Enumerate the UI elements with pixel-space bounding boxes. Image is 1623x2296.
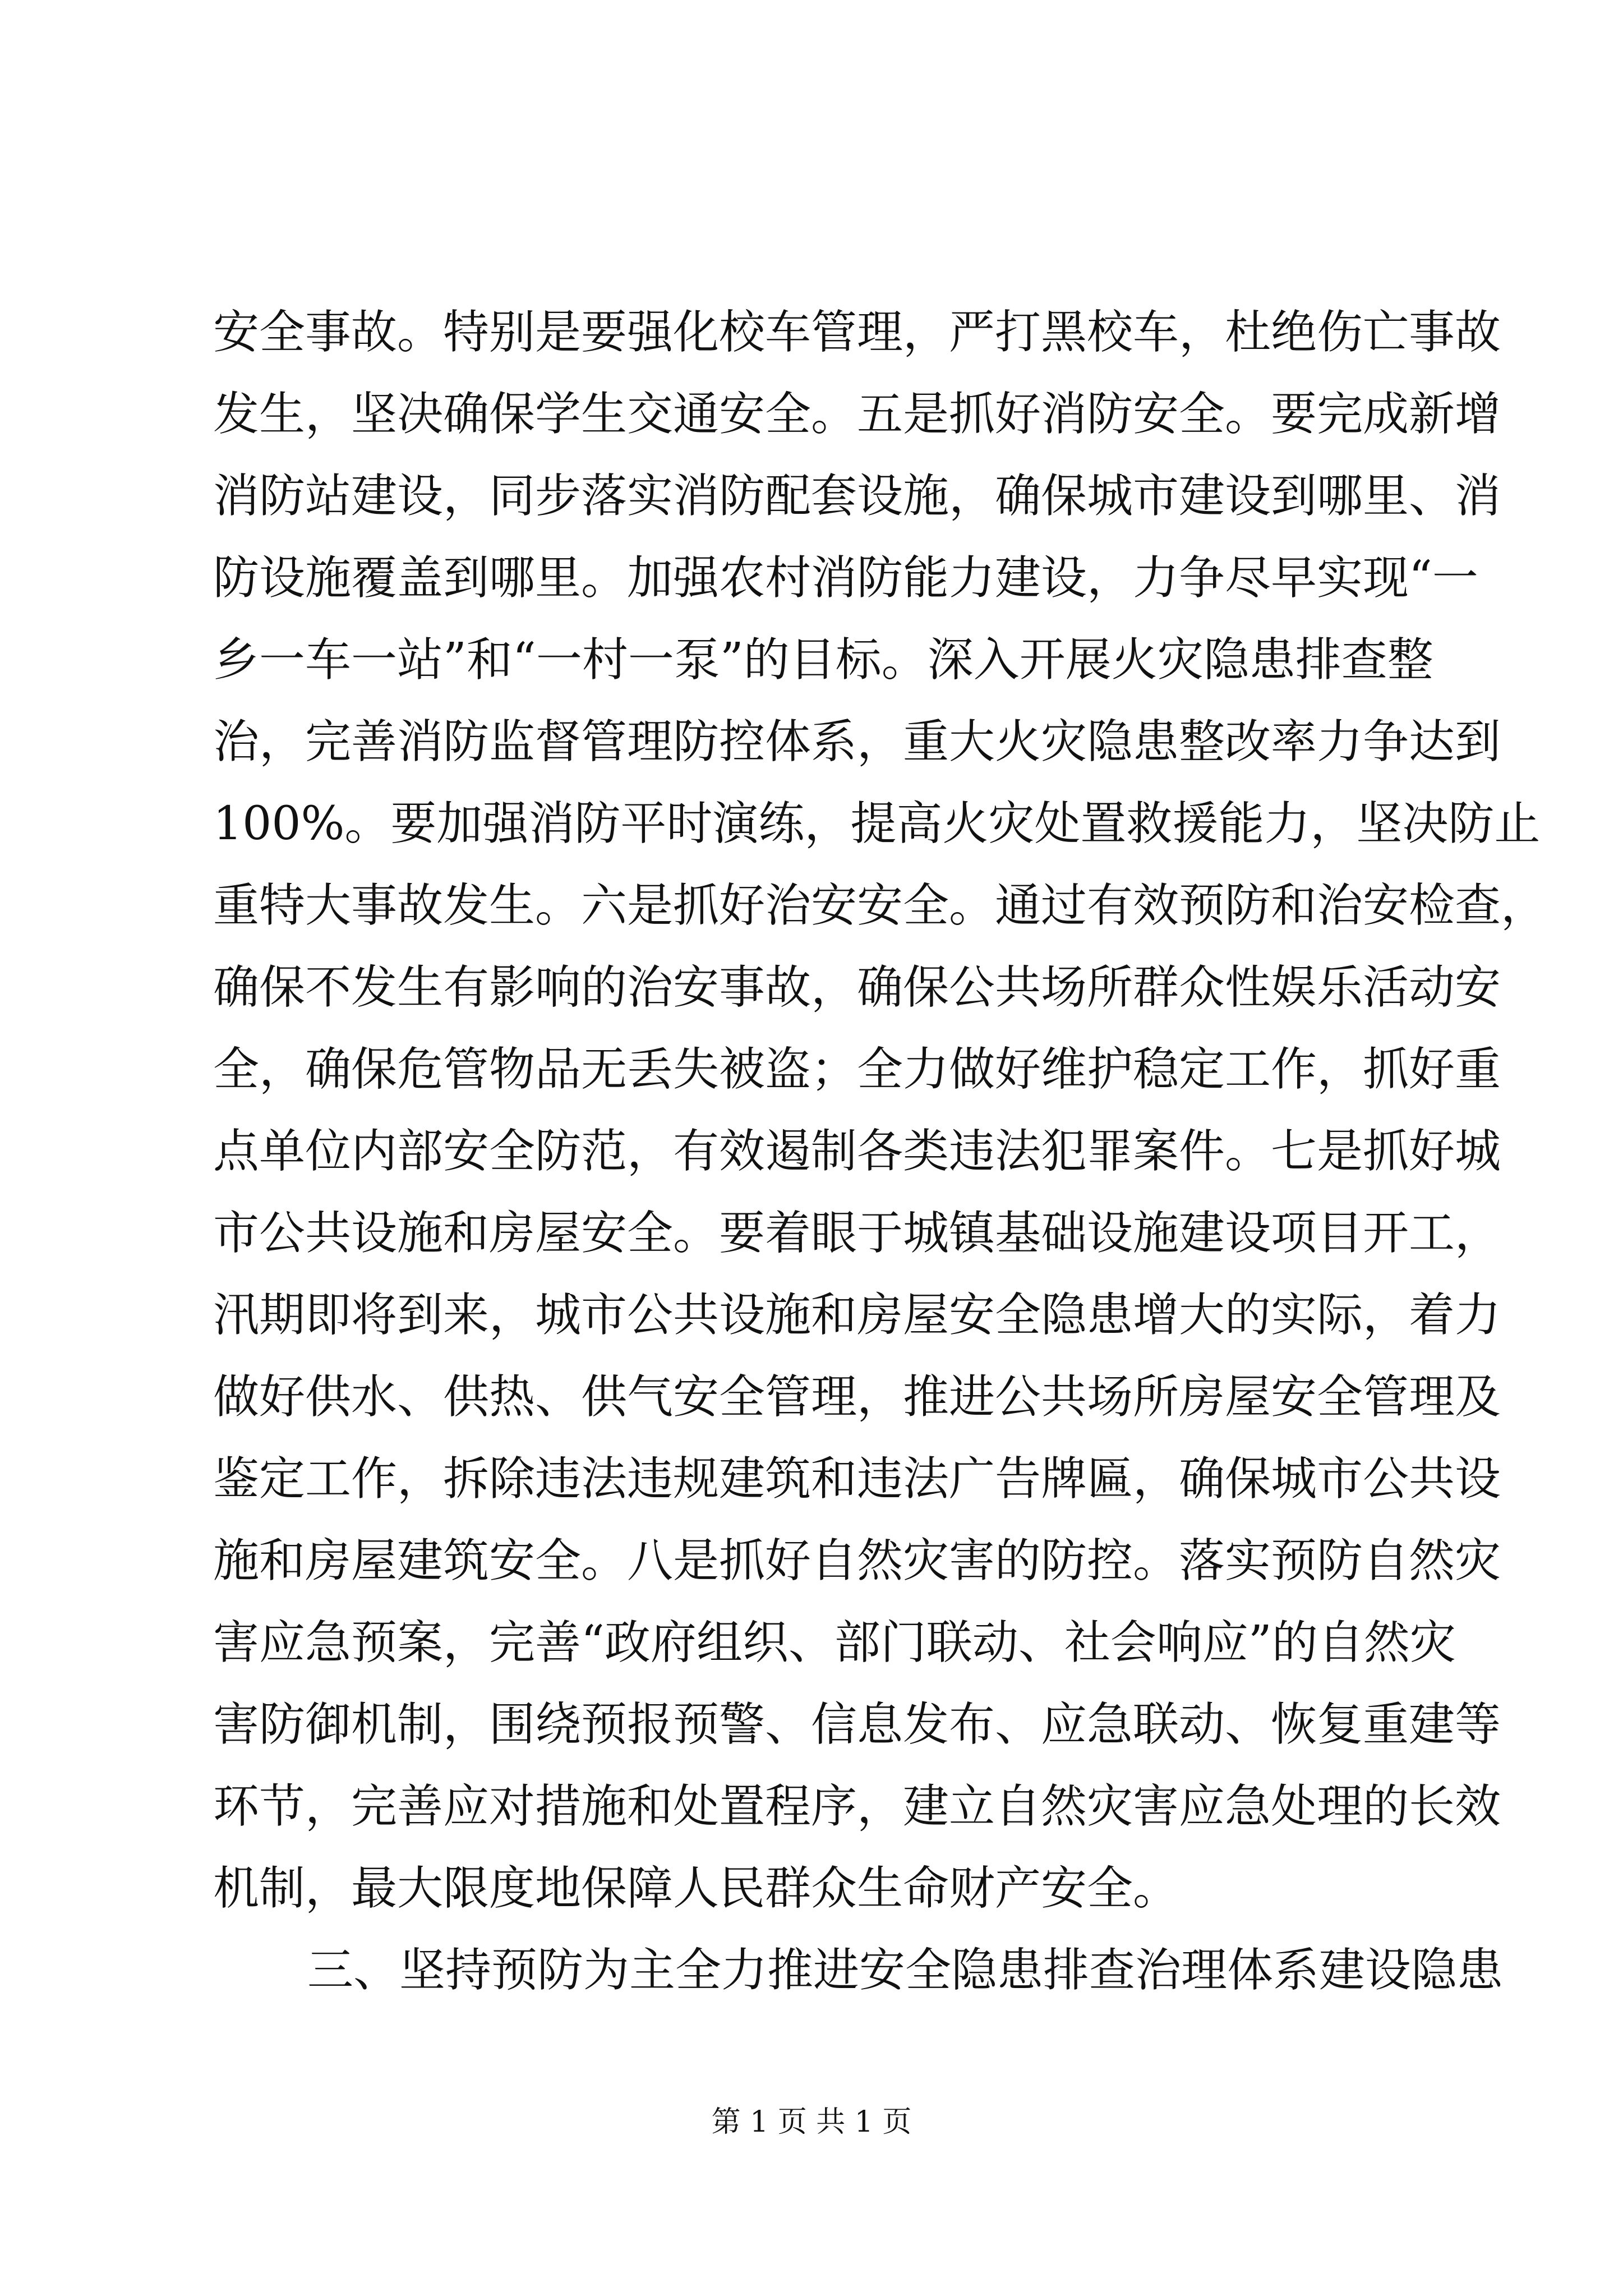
body-line-3: 消防站建设，同步落实消防配套设施，确保城市建设到哪里、消	[213, 470, 1501, 523]
body-line-15: 鉴定工作，拆除违法违规建筑和违法广告牌匾，确保城市公共设	[213, 1452, 1501, 1506]
body-line-19: 环节，完善应对措施和处置程序，建立自然灾害应急处理的长效	[213, 1780, 1501, 1833]
body-line-20: 机制，最大限度地保障人民群众生命财产安全。	[213, 1862, 1179, 1915]
body-line-10: 全，确保危管物品无丢失被盗；全力做好维护稳定工作，抓好重	[213, 1043, 1501, 1096]
body-line-4: 防设施覆盖到哪里。加强农村消防能力建设，力争尽早实现“一	[213, 551, 1478, 605]
page-footer	[0, 2102, 1623, 2142]
body-line-9: 确保不发生有影响的治安事故，确保公共场所群众性娱乐活动安	[213, 961, 1501, 1014]
body-line-13: 汛期即将到来，城市公共设施和房屋安全隐患增大的实际，着力	[213, 1289, 1501, 1342]
document-body	[213, 292, 1547, 2012]
body-line-14: 做好供水、供热、供气安全管理，推进公共场所房屋安全管理及	[213, 1370, 1501, 1424]
body-line-6: 治，完善消防监督管理防控体系，重大火灾隐患整改率力争达到	[213, 715, 1501, 769]
body-line-17: 害应急预案，完善“政府组织、部门联动、社会响应”的自然灾	[213, 1616, 1456, 1669]
body-line-7: 100%。要加强消防平时演练，提高火灾处置救援能力，坚决防止	[213, 797, 1541, 850]
body-line-8: 重特大事故发生。六是抓好治安安全。通过有效预防和治安检查，	[213, 879, 1547, 932]
body-line-18: 害防御机制，围绕预报预警、信息发布、应急联动、恢复重建等	[213, 1698, 1501, 1751]
page-number-label: 第 1 页 共 1 页	[711, 2105, 912, 2139]
body-line-5: 乡一车一站”和“一村一泵”的目标。深入开展火灾隐患排查整	[213, 633, 1433, 687]
body-line-11: 点单位内部安全防范，有效遏制各类违法犯罪案件。七是抓好城	[213, 1125, 1501, 1178]
body-line-2: 发生，坚决确保学生交通安全。五是抓好消防安全。要完成新增	[213, 388, 1501, 441]
body-line-1: 安全事故。特别是要强化校车管理，严打黑校车，杜绝伤亡事故	[213, 306, 1501, 359]
section-heading-line: 三、坚持预防为主全力推进安全隐患排查治理体系建设隐患	[307, 1944, 1504, 1997]
body-line-16: 施和房屋建筑安全。八是抓好自然灾害的防控。落实预防自然灾	[213, 1534, 1501, 1588]
body-line-12: 市公共设施和房屋安全。要着眼于城镇基础设施建设项目开工，	[213, 1207, 1501, 1260]
